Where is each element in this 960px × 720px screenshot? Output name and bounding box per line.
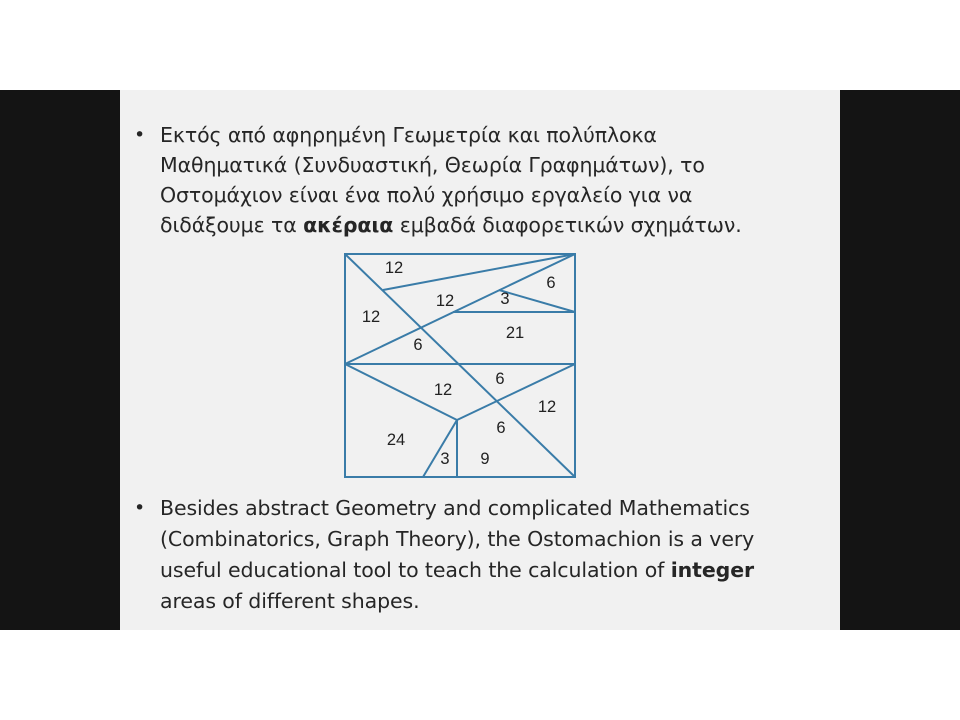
area-label: 12 [537, 398, 557, 416]
text-line: useful educational tool to teach the calculation of integer [160, 558, 755, 582]
text-line: (Combinatorics, Graph Theory), the Ostomachion is a very [160, 527, 755, 551]
area-label: 12 [361, 308, 381, 326]
bold-word-integer-greek: ακέραια [303, 213, 394, 237]
english-bullet [134, 493, 824, 617]
area-label: 6 [413, 336, 423, 354]
area-label: 3 [500, 290, 510, 308]
area-label: 12 [435, 292, 455, 310]
bullet-dot: • [134, 124, 146, 146]
area-label: 6 [495, 370, 505, 388]
text-line: Εκτός από αφηρημένη Γεωμετρία και πολύπλοκα [160, 123, 657, 147]
area-label: 12 [433, 381, 453, 399]
area-label: 24 [386, 431, 406, 449]
area-label: 12 [384, 259, 404, 277]
text-line: διδάξουμε τα ακέραια εμβαδά διαφορετικών σχημάτων. [160, 213, 742, 237]
edge-line [423, 420, 457, 477]
text-line: Μαθηματικά (Συνδυαστική, Θεωρία Γραφημάτων), το [160, 153, 705, 177]
bold-word-integer: integer [670, 558, 755, 582]
english-paragraph [160, 493, 824, 617]
edge-line [457, 364, 575, 420]
text-line: areas of different shapes. [160, 589, 420, 613]
area-label: 9 [480, 450, 490, 468]
bullet-dot: • [134, 497, 146, 519]
area-label: 6 [546, 274, 556, 292]
area-label: 3 [440, 450, 450, 468]
area-label: 21 [505, 324, 525, 342]
text-line: Οστομάχιον είναι ένα πολύ χρήσιμο εργαλείο για να [160, 183, 693, 207]
text-line: Besides abstract Geometry and complicated Mathematics [160, 496, 750, 520]
slide [120, 90, 840, 630]
diagonal-line [345, 254, 575, 477]
edge-line [499, 290, 575, 312]
area-label: 6 [496, 419, 506, 437]
